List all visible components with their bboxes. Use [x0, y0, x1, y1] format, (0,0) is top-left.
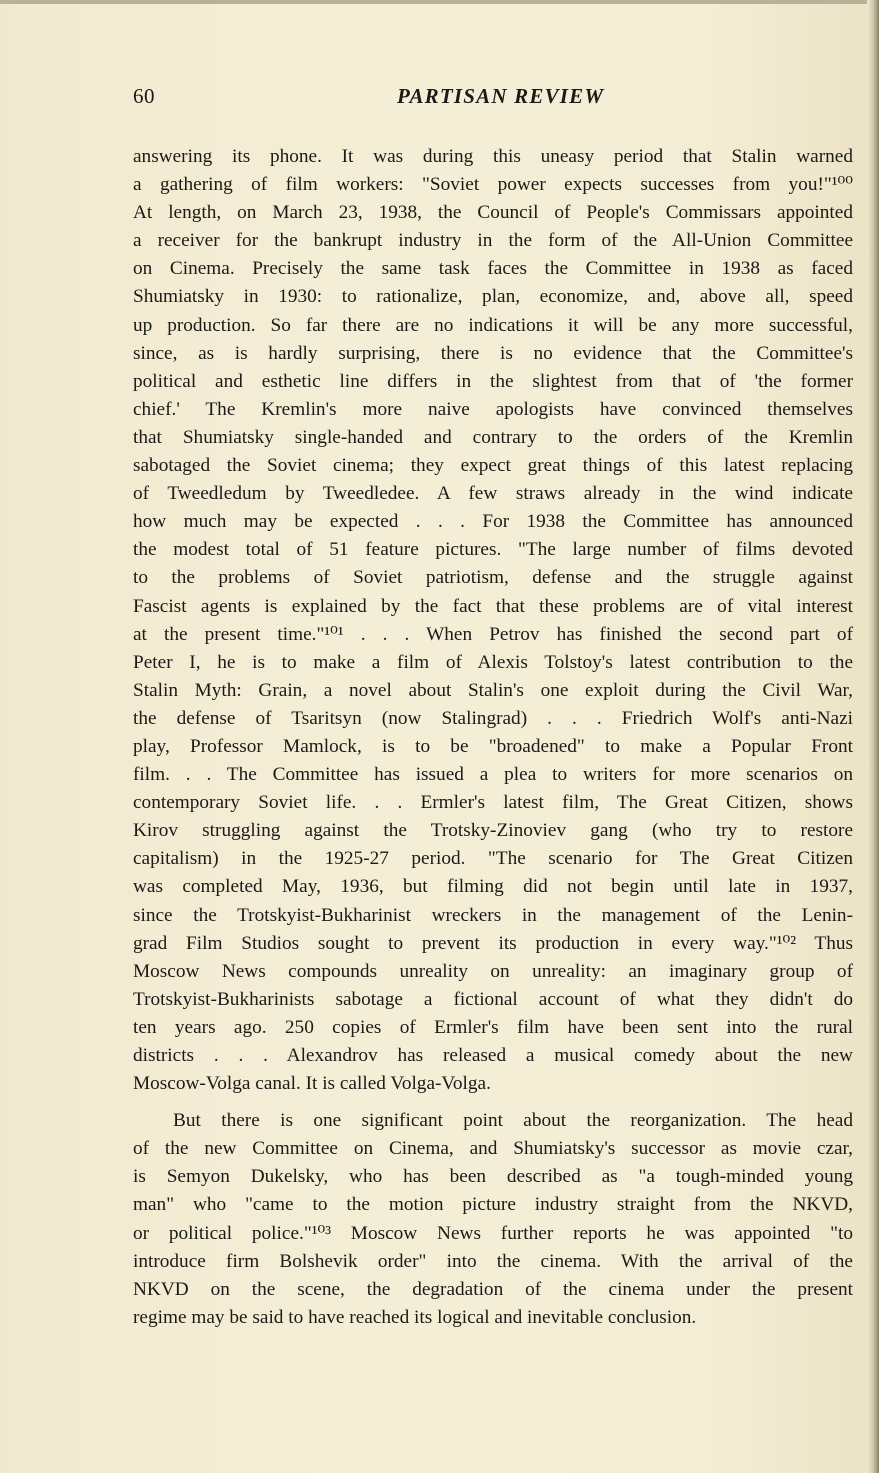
page-top-edge [0, 0, 879, 4]
text-line: grad Film Studios sought to prevent its production in every way."¹⁰² Thus [133, 932, 853, 954]
text-line: At length, on March 23, 1938, the Council of People's Commissars appointed [133, 202, 853, 224]
text-line: is Semyon Dukelsky, who has been described as "a tough-minded young [133, 1166, 853, 1188]
page-right-edge [867, 0, 879, 1473]
text-line: play, Professor Mamlock, is to be "broadened" to make a Popular Front [133, 735, 853, 757]
text-line: since, as is hardly surprising, there is no evidence that the Committee's [133, 342, 853, 364]
text-line: NKVD on the scene, the degradation of the cinema under the present [133, 1278, 853, 1300]
text-line: that Shumiatsky single-handed and contrary to the orders of the Kremlin [133, 426, 853, 448]
text-line: of Tweedledum by Tweedledee. A few straws already in the wind indicate [133, 483, 853, 505]
text-line: or political police."¹⁰³ Moscow News further reports he was appointed "to [133, 1222, 853, 1244]
text-line: contemporary Soviet life. . . Ermler's latest film, The Great Citizen, shows [133, 792, 853, 814]
article-body [133, 143, 853, 1332]
text-line: Trotskyist-Bukharinists sabotage a fictional account of what they didn't do [133, 988, 853, 1010]
paragraph-1 [133, 143, 853, 1098]
text-line: regime may be said to have reached its logical and inevitable conclusion. [133, 1306, 697, 1328]
page-number: 60 [133, 84, 155, 108]
text-line: Stalin Myth: Grain, a novel about Stalin's one exploit during the Civil War, [133, 679, 853, 701]
text-line: a receiver for the bankrupt industry in the form of the All-Union Committee [133, 230, 853, 252]
paragraph-2 [133, 1107, 853, 1332]
text-line: chief.' The Kremlin's more naive apologists have convinced themselves [133, 398, 853, 420]
text-line: sabotaged the Soviet cinema; they expect great things of this latest replacing [133, 455, 853, 477]
text-line: ten years ago. 250 copies of Ermler's film have been sent into the rural [133, 1016, 853, 1038]
text-line: the defense of Tsaritsyn (now Stalingrad) . . . Friedrich Wolf's anti-Nazi [133, 707, 853, 729]
text-line: up production. So far there are no indications it will be any more successful, [133, 314, 853, 336]
text-line: Moscow News compounds unreality on unreality: an imaginary group of [133, 960, 853, 982]
text-line: capitalism) in the 1925-27 period. "The scenario for The Great Citizen [133, 848, 853, 870]
text-line: political and esthetic line differs in the slightest from that of 'the former [133, 370, 853, 392]
text-line: the modest total of 51 feature pictures. "The large number of films devoted [133, 539, 853, 561]
text-line: answering its phone. It was during this uneasy period that Stalin warned [133, 146, 853, 167]
text-line: was completed May, 1936, but filming did not begin until late in 1937, [133, 876, 853, 898]
text-line: since the Trotskyist-Bukharinist wreckers in the management of the Lenin- [133, 904, 853, 926]
text-line: Fascist agents is explained by the fact that these problems are of vital interest [133, 595, 853, 617]
text-line: to the problems of Soviet patriotism, defense and the struggle against [133, 567, 853, 589]
text-line: introduce firm Bolshevik order" into the cinema. With the arrival of the [133, 1250, 853, 1272]
text-line: a gathering of film workers: "Soviet power expects successes from you!"¹⁰⁰ [133, 174, 853, 196]
text-line: how much may be expected . . . For 1938 the Committee has announced [133, 511, 853, 533]
text-line: man" who "came to the motion picture industry straight from the NKVD, [133, 1194, 853, 1216]
journal-title: PARTISAN REVIEW [397, 84, 605, 108]
text-line: Kirov struggling against the Trotsky-Zinoviev gang (who try to restore [133, 820, 853, 842]
text-line: Moscow-Volga canal. It is called Volga-Volga. [133, 1073, 491, 1095]
text-line: of the new Committee on Cinema, and Shumiatsky's successor as movie czar, [133, 1138, 853, 1160]
text-line: film. . . The Committee has issued a plea to writers for more scenarios on [133, 764, 853, 786]
text-line: Peter I, he is to make a film of Alexis Tolstoy's latest contribution to the [133, 651, 853, 673]
paragraph-gap [133, 1098, 853, 1107]
running-head [133, 84, 853, 114]
text-line: districts . . . Alexandrov has released a musical comedy about the new [133, 1045, 853, 1066]
text-line: Shumiatsky in 1930: to rationalize, plan, economize, and, above all, speed [133, 286, 853, 308]
text-line: at the present time."¹⁰¹ . . . When Petrov has finished the second part of [133, 623, 853, 645]
text-line: But there is one significant point about the reorganization. The head [173, 1110, 853, 1132]
text-line: on Cinema. Precisely the same task faces the Committee in 1938 as faced [133, 258, 853, 280]
